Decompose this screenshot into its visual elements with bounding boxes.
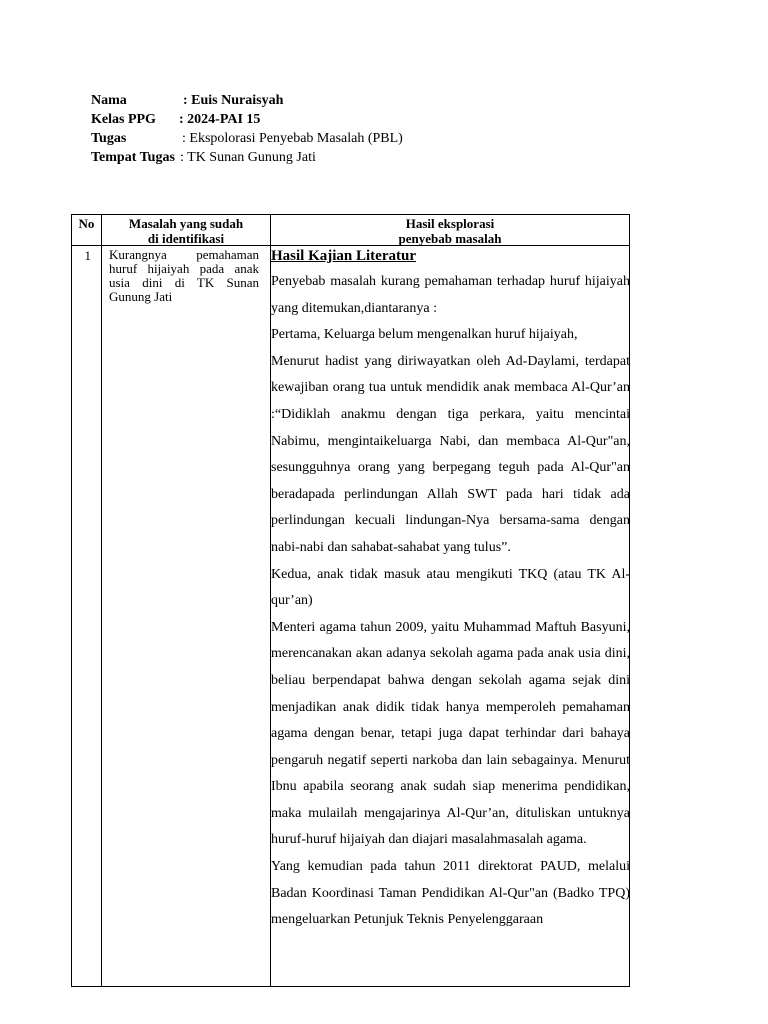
- tempat-value: : TK Sunan Gunung Jati: [180, 150, 316, 165]
- header-hasil: [271, 215, 629, 247]
- nama-value: : Euis Nuraisyah: [183, 93, 284, 108]
- nama-label: Nama: [91, 93, 127, 108]
- column-divider: [101, 215, 102, 986]
- header-masalah: [102, 215, 270, 247]
- header-no: No: [78, 216, 95, 231]
- tugas-label: Tugas: [91, 131, 127, 146]
- masalah-cell: Kurangnya pemahaman huruf hijaiyah pada anak usia dini di TK Sunan Gunung Jati: [109, 247, 259, 304]
- paragraph: Yang kemudian pada tahun 2011 direktorat PAUD, melalui Badan Koordinasi Taman Pendidikan Al-Qur"an (Badko TPQ) mengeluarkan Petunjuk Teknis Penyelenggaraan: [271, 859, 630, 928]
- header-hasil-line2: penyebab masalah: [398, 231, 502, 246]
- tempat-label: Tempat Tugas: [91, 150, 175, 165]
- paragraph: Pertama, Keluarga belum mengenalkan huruf hijaiyah,: [271, 327, 578, 343]
- kelas-label: Kelas PPG: [91, 112, 156, 127]
- tugas-value: : Ekspolorasi Penyebab Masalah (PBL): [182, 131, 403, 146]
- header-masalah-line1: Masalah yang sudah: [128, 216, 244, 231]
- header-masalah-line2: di identifikasi: [147, 231, 225, 246]
- paragraph: Penyebab masalah kurang pemahaman terhadap huruf hijaiyah yang ditemukan,diantaranya :: [271, 274, 630, 316]
- hasil-cell: [271, 246, 630, 986]
- hasil-kajian-title: Hasil Kajian Literatur: [271, 248, 416, 264]
- paragraph: Kedua, anak tidak masuk atau mengikuti TKQ (atau TK Al-qur’an): [271, 566, 630, 609]
- header-hasil-line1: Hasil eksplorasi: [405, 216, 495, 231]
- paragraph: Menurut hadist yang diriwayatkan oleh Ad-Daylami, terdapat kewajiban orang tua untuk mendidik anak membaca Al-Qur’an :“Didiklah anakmu dengan tiga perkara, yaitu mencintai Nabimu, mengintaikeluarga Nabi, dan membaca Al-Qur"an, sesungguhnya orang yang berpegang teguh pada Al-Qur"an beradapada perlindungan Allah SWT pada hari tidak ada perlindungan kecuali lindungan-Nya bersama-sama dengan nabi-nabi dan sahabat-sahabat yang tulus”.: [271, 353, 630, 555]
- paragraph: Menteri agama tahun 2009, yaitu Muhammad Maftuh Basyuni, merencanakan akan adanya sekolah agama pada anak usia dini, beliau berpendapat bahwa dengan sekolah agama sejak dini menjadikan anak didik tidak hanya memperoleh pemahaman agama dengan benar, tetapi juga dapat terhindar dari bahaya pengaruh negatif seperti narkoba dan lain sebagainya. Menurut Ibnu apabila seorang anak sudah siap menerima pendidikan, maka mulailah mengajarinya Al-Qur’an, dituliskan untuknya huruf-huruf hijaiyah dan diajari masalahmasalah agama.: [271, 619, 630, 848]
- exploration-table: [71, 214, 630, 987]
- row-number-text: 1: [84, 248, 91, 263]
- row-number: [72, 247, 101, 263]
- kelas-value: : 2024-PAI 15: [179, 112, 261, 127]
